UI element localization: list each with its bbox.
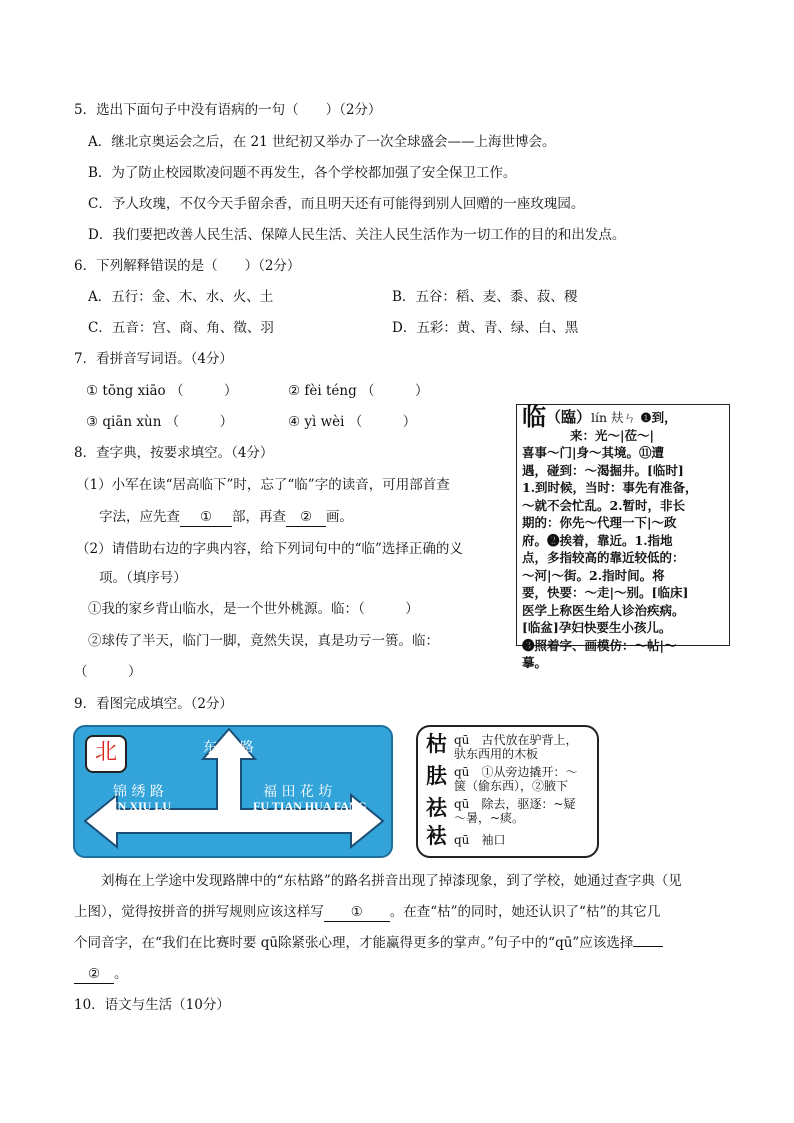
q8-part1-line1: （1）小军在读“居高临下”时，忘了“临”字的读音，可用部首查: [76, 477, 450, 493]
homophone-pinyin: qū: [454, 797, 470, 811]
dictionary-line: 医学上称医生给人诊治疾病。: [522, 602, 685, 618]
q5-option-c: C．予人玫瑰，不仅今天手留余香，而且明天还有可能得到别人回赠的一座玫瑰园。: [88, 196, 585, 212]
homophone-pinyin: qū: [454, 833, 470, 847]
q5-stem: 5．选出下面句子中没有语病的一句（ ）（2分）: [74, 102, 382, 118]
homophone-def: 袖口: [481, 833, 506, 847]
homophone-pinyin: qū: [454, 765, 470, 779]
q9-blank-1[interactable]: ①: [324, 903, 390, 922]
q8-sentence-2-answer: （ ）: [74, 664, 142, 680]
q6-option-c: C．五音：宫、商、角、徵、羽: [88, 320, 274, 336]
dictionary-pinyin: lín 㚘ㄣ: [591, 410, 637, 425]
q9-blank-2-start: [633, 946, 663, 947]
dictionary-line: 遇，碰到：～渴掘井。[临时]: [522, 462, 684, 478]
q5-option-b: B．为了防止校园欺凌问题不再发生，各个学校都加强了安全保卫工作。: [88, 165, 517, 181]
dictionary-line: ❶到，: [640, 410, 677, 425]
dictionary-line: ～就不会忙乱。2.暂时，非长: [522, 497, 686, 513]
q8-part2-line2: 项。（填序号）: [99, 570, 187, 586]
q9-blank-2[interactable]: ②: [74, 965, 114, 984]
sign-road-top: 东 枯 路: [203, 740, 254, 756]
q9-text: 上图），觉得按拼音的拼写规则应该这样写: [74, 904, 324, 920]
dictionary-line: 来：光～|莅～|: [570, 427, 655, 443]
homophone-def: 古代放在驴背上，: [481, 733, 578, 747]
q8-blank-1[interactable]: ①: [180, 508, 232, 527]
dictionary-line: [临盆]孕妇快要生小孩儿。: [522, 620, 672, 635]
q9-paragraph-line4: [74, 965, 128, 984]
dictionary-entry-box: [516, 402, 730, 670]
dictionary-line: 府。❷挨着，靠近。1.指地: [522, 532, 673, 548]
q7-stem: 7．看拼音写词语。（4分）: [74, 351, 233, 367]
q9-paragraph-line1: 刘梅在上学途中发现路牌中的“东枯路”的路名拼音出现了掉漆现象，到了学校，她通过查字典（见: [101, 873, 682, 889]
dictionary-line: 喜事～门|身～其境。⑪遭: [522, 445, 665, 460]
q8-part1-line2: [99, 508, 353, 527]
q8-part2-line1: （2）请借助右边的字典内容，给下列词句中的“临”选择正确的义: [76, 541, 463, 557]
homophone-def: 除去，驱逐：~疑: [481, 797, 576, 811]
dictionary-line: 摹。: [522, 655, 548, 670]
q9-text: 。: [114, 966, 128, 982]
q8-part1-text-a: 字法，应先查: [99, 509, 180, 525]
q9-paragraph-line2: [74, 903, 660, 922]
q9-stem: 9．看图完成填空。（2分）: [74, 696, 233, 712]
dictionary-line: 1.到时候，当时：事先有准备，: [522, 480, 698, 495]
q6-stem: 6．下列解释错误的是（ ）（2分）: [74, 258, 301, 274]
homophone-def: ①从旁边撬开：～: [481, 765, 578, 779]
dictionary-line: 要，快要：～走|～别。[临床]: [522, 585, 689, 600]
dictionary-line: ❸照着字、画模仿：～帖|～: [522, 637, 677, 653]
q7-item-3: ③ qiān xùn （ ）: [86, 414, 234, 430]
q8-sentence-2: ②球传了半天，临门一脚，竟然失误，真是功亏一篑。临：: [88, 633, 439, 649]
q7-item-4: ④ yì wèi （ ）: [288, 414, 417, 430]
sign-right-road-pinyin: FU TIAN HUA FANG: [253, 799, 367, 813]
homophone-def: 箧（偷东西），②腋下: [454, 779, 569, 793]
homophone-char: 祛: [426, 795, 447, 820]
q8-part1-text-c: 画。: [326, 509, 353, 525]
sign-left-road-cn: 锦 绣 路: [113, 784, 164, 800]
q6-option-b: B．五谷：稻、麦、黍、菽、稷: [392, 289, 578, 305]
homophone-char: 胠: [426, 763, 447, 788]
dictionary-headline: [522, 402, 724, 431]
dictionary-trad-char: （臨）: [546, 408, 592, 426]
sign-right-road-cn: 福 田 花 坊: [263, 784, 333, 800]
q9-text: 。在查“枯”的同时，她还认识了“枯”的其它几: [389, 904, 661, 920]
homophone-char: 袪: [426, 823, 447, 848]
q7-item-2: ② fèi téng （ ）: [288, 383, 429, 399]
homophone-box: [416, 725, 599, 858]
q6-option-a: A．五行：金、木、水、火、土: [88, 289, 274, 305]
q9-text: 个同音字，在“我们在比赛时要 qū除紧张心理，才能赢得更多的掌声。”句子中的“qū”应该选择: [74, 935, 634, 951]
q8-part1-text-b: 部，再查: [232, 509, 286, 525]
q8-blank-2[interactable]: ②: [286, 508, 326, 527]
road-sign: [73, 725, 393, 858]
dictionary-line: 期的：你先～代理一下|～政: [522, 515, 677, 530]
homophone-char: 枯: [426, 731, 447, 756]
homophone-pinyin: qū: [454, 733, 470, 747]
dictionary-head-char: 临: [522, 402, 546, 431]
q10-stem: 10．语文与生活（10分）: [74, 997, 230, 1013]
sign-left-road-pinyin: JIN XIU LU: [107, 799, 172, 813]
dictionary-line: ～河|～街。2.指时间。将: [522, 567, 665, 583]
q8-stem: 8．查字典，按要求填空。（4分）: [74, 445, 274, 461]
q5-option-a: A．继北京奥运会之后，在 21 世纪初又举办了一次全球盛会——上海世博会。: [88, 134, 556, 150]
north-badge: 北: [85, 735, 127, 773]
q7-item-1: ① tōng xiāo （ ）: [86, 383, 238, 399]
q5-option-d: D．我们要把改善人民生活、保障人民生活、关注人民生活作为一切工作的目的和出发点。: [88, 227, 626, 243]
homophone-def: 驮东西用的木板: [454, 747, 539, 761]
q8-sentence-1: ①我的家乡背山临水，是一个世外桃源。临：（ ）: [88, 601, 419, 617]
q9-paragraph-line3: [74, 934, 663, 952]
q6-option-d: D．五彩：黄、青、绿、白、黑: [392, 320, 579, 336]
dictionary-line: 点，多指较高的靠近较低的：: [522, 550, 685, 565]
homophone-def: ～暑，~痰。: [454, 811, 525, 825]
